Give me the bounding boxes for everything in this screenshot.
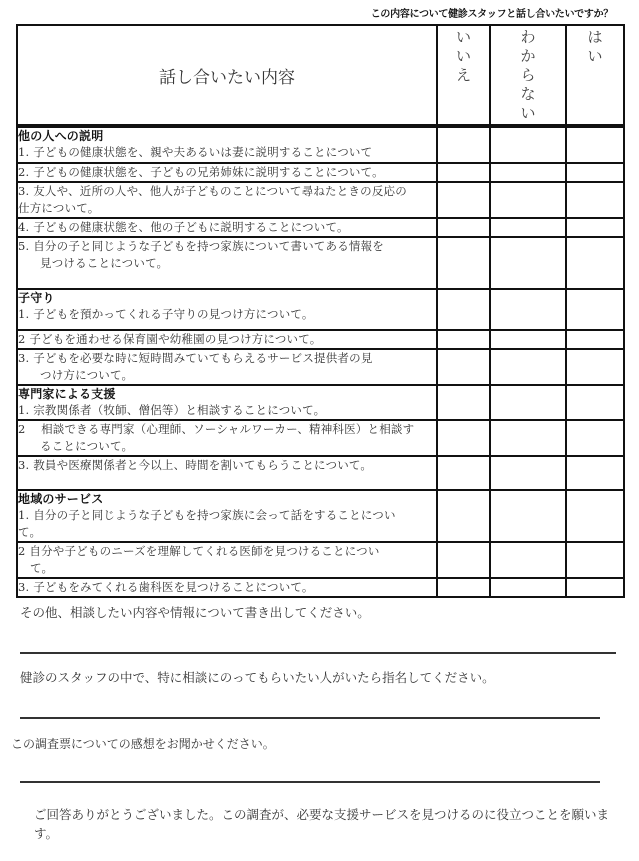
answer-no-cell[interactable] <box>437 163 490 182</box>
answer-yes-cell[interactable] <box>566 218 624 237</box>
table-row <box>17 542 624 578</box>
yes-column-header: はい <box>566 25 624 126</box>
topic-cell <box>17 163 437 182</box>
table-row <box>17 578 624 597</box>
topic-cell <box>17 490 437 542</box>
survey-question-header: この内容について健診スタッフと話し合いたいですか？ <box>370 9 613 20</box>
topic-cell <box>17 349 437 385</box>
answer-no-cell[interactable] <box>437 182 490 218</box>
topic-cell <box>17 218 437 237</box>
topic-cell <box>17 385 437 420</box>
topic-cell <box>17 182 437 218</box>
topic-cell <box>17 542 437 578</box>
answer-unknown-cell[interactable] <box>490 420 566 456</box>
answer-yes-cell[interactable] <box>566 385 624 420</box>
answer-no-cell[interactable] <box>437 349 490 385</box>
survey-table <box>16 24 625 598</box>
answer-unknown-cell[interactable] <box>490 349 566 385</box>
table-row <box>17 420 624 456</box>
item-text: 3. 教員や医療関係者と今以上、時間を割いてもらうことについて。 <box>18 458 373 472</box>
answer-unknown-cell[interactable] <box>490 456 566 490</box>
answer-no-cell[interactable] <box>437 330 490 349</box>
answer-unknown-cell[interactable] <box>490 218 566 237</box>
answer-no-cell[interactable] <box>437 542 490 578</box>
section-title: 他の人への説明 <box>18 129 104 143</box>
topic-cell <box>17 456 437 490</box>
answer-no-cell[interactable] <box>437 126 490 163</box>
answer-yes-cell[interactable] <box>566 330 624 349</box>
answer-no-cell[interactable] <box>437 490 490 542</box>
staff-request-prompt: 健診のスタッフの中で、特に相談にのってもらいたい人がいたら指名してください。 <box>20 670 495 685</box>
answer-yes-cell[interactable] <box>566 578 624 597</box>
answer-no-cell[interactable] <box>437 289 490 330</box>
section-title: 地域のサービス <box>18 492 104 506</box>
answer-no-cell[interactable] <box>437 456 490 490</box>
answer-unknown-cell[interactable] <box>490 542 566 578</box>
answer-unknown-cell[interactable] <box>490 578 566 597</box>
item-text: 1. 宗教関係者（牧師、僧侶等）と相談することについて。 <box>18 403 326 417</box>
item-text-continuation: ることについて。 <box>40 439 134 453</box>
staff-request-answer-line[interactable] <box>20 717 600 719</box>
answer-yes-cell[interactable] <box>566 420 624 456</box>
topic-cell <box>17 578 437 597</box>
feedback-prompt: この調査票についての感想をお聞かせください。 <box>11 737 275 751</box>
item-text: 3. 友人や、近所の人や、他人が子どものことについて尋ねたときの反応の <box>18 184 407 198</box>
topic-cell <box>17 126 437 163</box>
answer-no-cell[interactable] <box>437 385 490 420</box>
item-text: 2 自分や子どものニーズを理解してくれる医師を見つけることについ <box>18 544 380 558</box>
answer-yes-cell[interactable] <box>566 163 624 182</box>
topic-cell <box>17 237 437 289</box>
other-topics-prompt: その他、相談したい内容や情報について書き出してください。 <box>20 605 370 620</box>
answer-unknown-cell[interactable] <box>490 163 566 182</box>
section-title: 専門家による支援 <box>18 387 116 401</box>
answer-unknown-cell[interactable] <box>490 330 566 349</box>
answer-yes-cell[interactable] <box>566 490 624 542</box>
answer-yes-cell[interactable] <box>566 349 624 385</box>
topic-cell <box>17 330 437 349</box>
item-text-continuation: つけ方について。 <box>40 368 134 382</box>
answer-yes-cell[interactable] <box>566 237 624 289</box>
answer-no-cell[interactable] <box>437 578 490 597</box>
table-row <box>17 218 624 237</box>
closing-message: ご回答ありがとうございました。この調査が、必要な支援サービスを見つけるのに役立つことを願います。 <box>34 807 610 841</box>
table-row <box>17 330 624 349</box>
topic-cell <box>17 289 437 330</box>
answer-unknown-cell[interactable] <box>490 237 566 289</box>
answer-yes-cell[interactable] <box>566 182 624 218</box>
item-text: 2. 子どもの健康状態を、子どもの兄弟姉妹に説明することについて。 <box>18 165 384 179</box>
item-text-continuation: 見つけることについて。 <box>40 256 169 270</box>
table-row <box>17 456 624 490</box>
table-row <box>17 349 624 385</box>
unknown-column-header: わからない <box>490 25 566 126</box>
item-text: 5. 自分の子と同じような子どもを持つ家族について書いてある情報を <box>18 239 384 253</box>
item-text: 3. 子どもを必要な時に短時間みていてもらえるサービス提供者の見 <box>18 351 373 365</box>
table-row <box>17 490 624 542</box>
item-text: 2 子どもを通わせる保育園や幼稚園の見つけ方について。 <box>18 332 322 346</box>
answer-unknown-cell[interactable] <box>490 385 566 420</box>
answer-yes-cell[interactable] <box>566 126 624 163</box>
section-title: 子守り <box>18 291 55 305</box>
item-text-continuation: 仕方について。 <box>18 201 100 215</box>
table-row <box>17 182 624 218</box>
item-text: 1. 自分の子と同じような子どもを持つ家族に会って話をすることについ <box>18 508 396 522</box>
no-column-header: いいえ <box>437 25 490 126</box>
table-header-row <box>17 25 624 126</box>
answer-unknown-cell[interactable] <box>490 490 566 542</box>
item-text-continuation: て。 <box>30 561 54 575</box>
item-text: 4. 子どもの健康状態を、他の子どもに説明することについて。 <box>18 220 349 234</box>
feedback-answer-line[interactable] <box>20 781 600 783</box>
answer-yes-cell[interactable] <box>566 542 624 578</box>
other-topics-answer-line[interactable] <box>20 652 616 654</box>
table-row <box>17 385 624 420</box>
table-row <box>17 237 624 289</box>
answer-yes-cell[interactable] <box>566 289 624 330</box>
item-text: 3. 子どもをみてくれる歯科医を見つけることについて。 <box>18 580 314 594</box>
item-text-continuation: て。 <box>18 525 42 539</box>
answer-unknown-cell[interactable] <box>490 289 566 330</box>
table-row <box>17 289 624 330</box>
answer-yes-cell[interactable] <box>566 456 624 490</box>
topic-column-header: 話し合いたい内容 <box>17 25 437 126</box>
answer-no-cell[interactable] <box>437 218 490 237</box>
item-text: 1. 子どもの健康状態を、親や夫あるいは妻に説明することについて <box>18 145 373 159</box>
item-text: 1. 子どもを預かってくれる子守りの見つけ方について。 <box>18 307 314 321</box>
table-row <box>17 163 624 182</box>
item-text: 2 相談できる専門家（心理師、ソーシャルワーカー、精神科医）と相談す <box>18 422 415 436</box>
answer-no-cell[interactable] <box>437 237 490 289</box>
topic-cell <box>17 420 437 456</box>
table-row <box>17 126 624 163</box>
answer-unknown-cell[interactable] <box>490 182 566 218</box>
answer-no-cell[interactable] <box>437 420 490 456</box>
answer-unknown-cell[interactable] <box>490 126 566 163</box>
